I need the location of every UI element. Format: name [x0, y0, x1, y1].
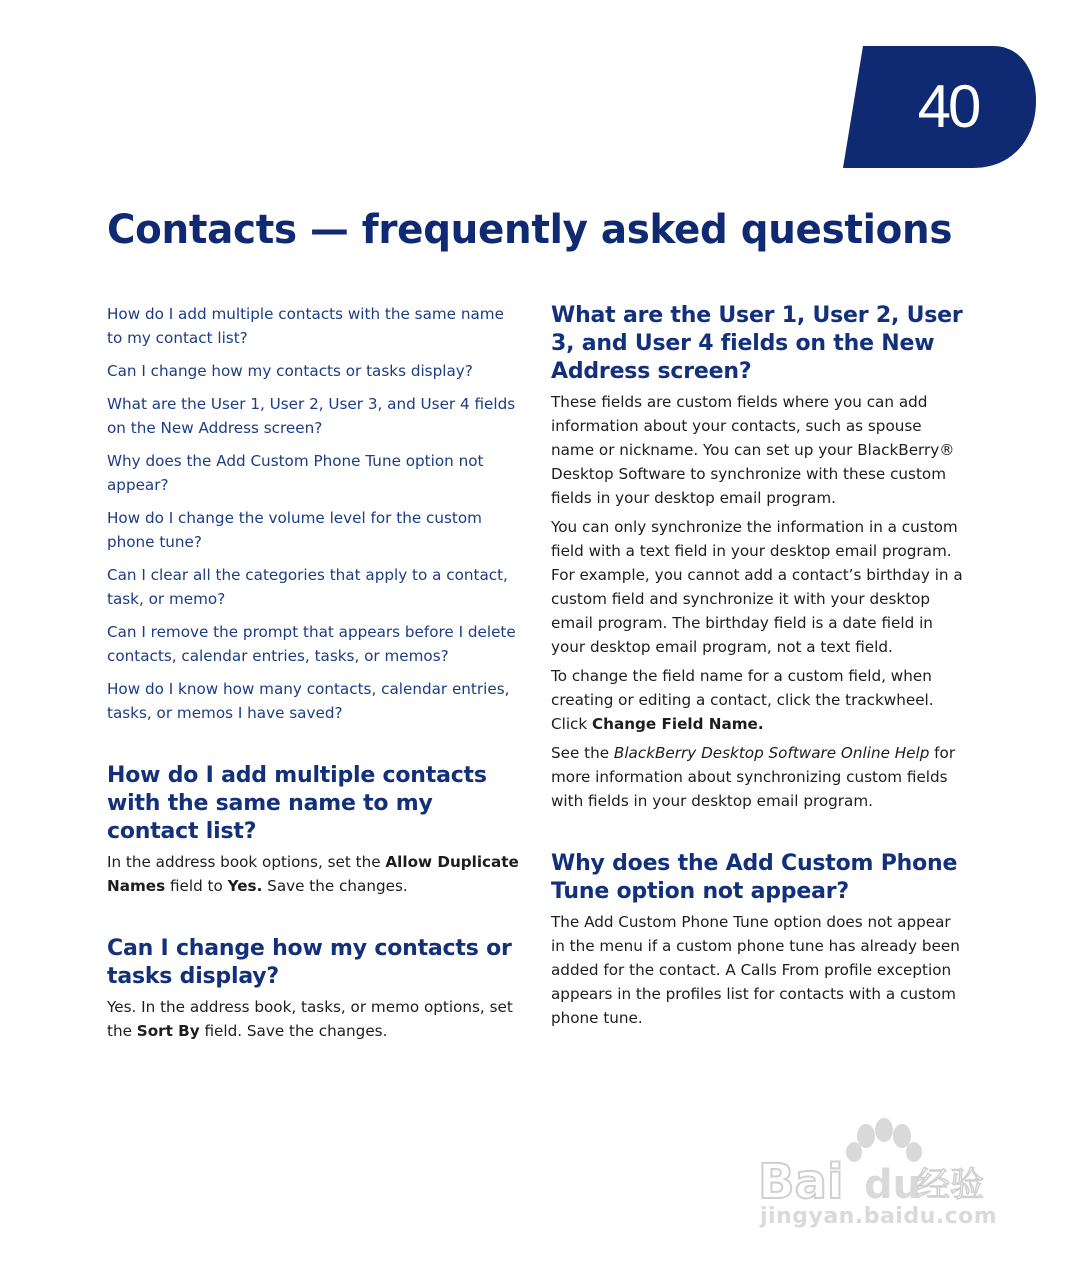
toc-link-phone-tune[interactable]: Why does the Add Custom Phone Tune option not appear? [107, 452, 484, 494]
toc-link-display[interactable]: Can I change how my contacts or tasks display? [107, 362, 473, 380]
svg-text:du: du [864, 1162, 922, 1208]
right-column [551, 302, 966, 1030]
left-column [107, 302, 522, 1043]
svg-text:经验: 经验 [916, 1165, 984, 1205]
section-paragraph: You can only synchronize the information in a custom field with a text field in your desktop email program. For example, you cannot add a contact’s birthday in a custom field and synchronize it with your desktop email program. The birthday field is a date field in your desktop email program, not a text field. [551, 518, 963, 656]
chapter-number: 40 [917, 73, 979, 140]
section-heading: How do I add multiple contacts with the same name to my contact list? [107, 763, 487, 844]
toc-link-delete-prompt[interactable]: Can I remove the prompt that appears before I delete contacts, calendar entries, tasks, or memos? [107, 623, 516, 665]
section-paragraph: The Add Custom Phone Tune option does not appear in the menu if a custom phone tune has already been added for the contact. A Calls From profile exception appears in the profiles list for contacts with a custom phone tune. [551, 913, 960, 1027]
question-list [107, 302, 522, 725]
section-heading: Can I change how my contacts or tasks display? [107, 936, 512, 989]
toc-link-volume[interactable]: How do I change the volume level for the custom phone tune? [107, 509, 482, 551]
chapter-tab [843, 46, 1036, 168]
toc-link-categories[interactable]: Can I clear all the categories that apply to a contact, task, or memo? [107, 566, 508, 608]
svg-text:Bai: Bai [758, 1154, 844, 1210]
section-paragraph: See the BlackBerry Desktop Software Online Help for more information about synchronizing custom fields with fields in your desktop email program. [551, 744, 956, 810]
section-heading: What are the User 1, User 2, User 3, and User 4 fields on the New Address screen? [551, 303, 963, 384]
section-paragraph: These fields are custom fields where you can add information about your contacts, such as spouse name or nickname. You can set up your BlackBerry® Desktop Software to synchronize with these custom fields in your desktop email program. [551, 393, 955, 507]
section-paragraph: To change the field name for a custom field, when creating or editing a contact, click the trackwheel. Click Change Field Name. [551, 667, 934, 733]
section-duplicates [107, 762, 522, 898]
toc-link-duplicates[interactable]: How do I add multiple contacts with the same name to my contact list? [107, 305, 504, 347]
toc-link-saved-count[interactable]: How do I know how many contacts, calendar entries, tasks, or memos I have saved? [107, 680, 510, 722]
baidu-watermark [756, 1118, 1006, 1243]
section-phone-tune [551, 850, 966, 1030]
toc-link-user-fields[interactable]: What are the User 1, User 2, User 3, and User 4 fields on the New Address screen? [107, 395, 516, 437]
section-body: Yes. In the address book, tasks, or memo options, set the Sort By field. Save the changes. [107, 998, 513, 1040]
section-user-fields [551, 302, 966, 813]
page-title: Contacts — frequently asked questions [107, 207, 953, 253]
section-body: In the address book options, set the Allow Duplicate Names field to Yes. Save the changes. [107, 853, 519, 895]
section-heading: Why does the Add Custom Phone Tune option not appear? [551, 851, 958, 904]
section-display [107, 935, 522, 1043]
watermark-url: jingyan.baidu.com [760, 1204, 998, 1229]
